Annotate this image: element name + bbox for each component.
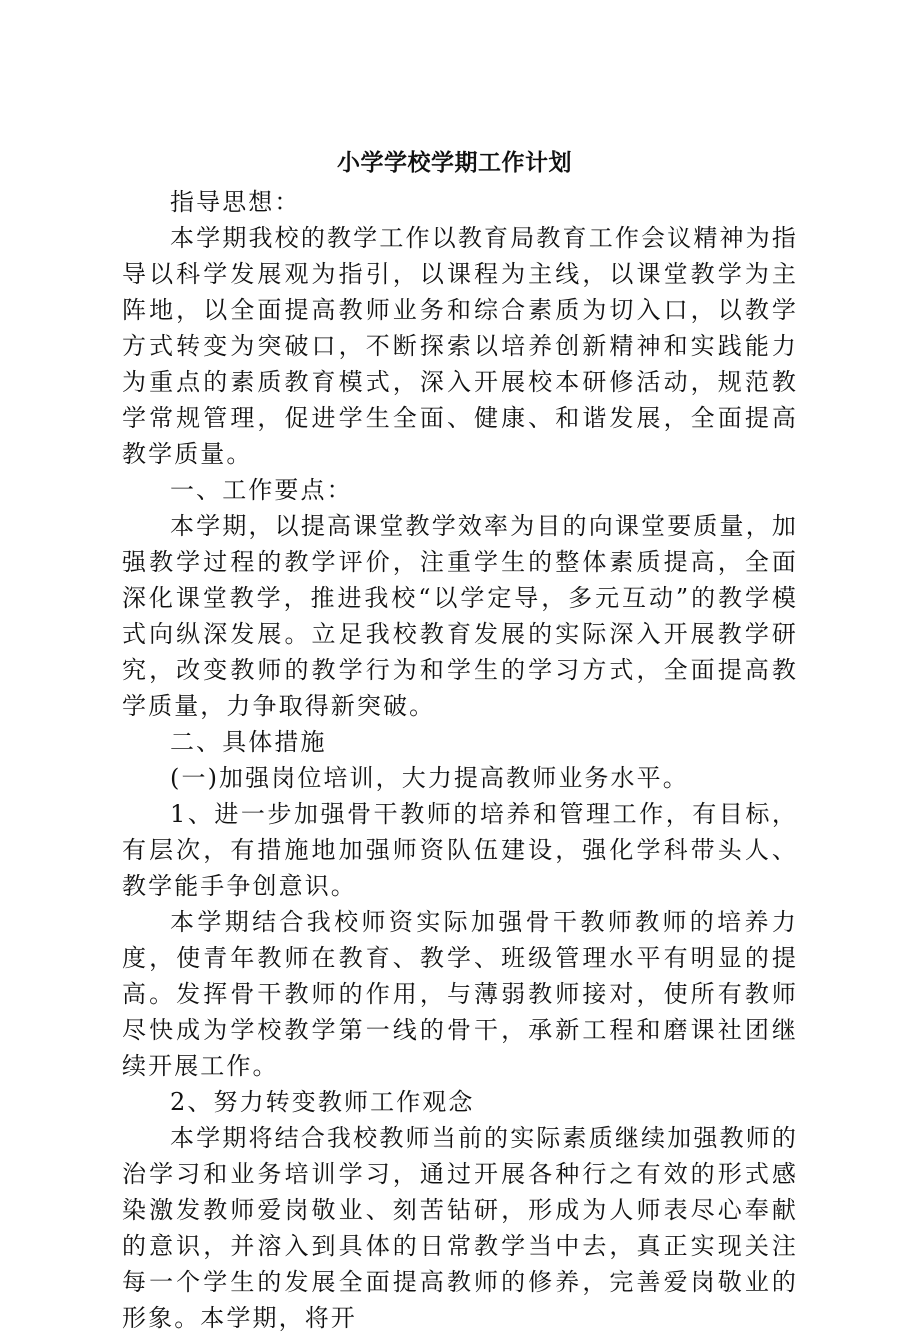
- paragraph-work-concept: 本学期将结合我校教师当前的实际素质继续加强教师的治学习和业务培训学习，通过开展各种行之有效的形式感染激发教师爱岗敬业、刻苦钻研，形成为人师表尽心奉献的意识，并溶入到具体的日常教学当中去，真正实现关注每一个学生的发展全面提高教师的修养，完善爱岗敬业的形象。本学期，将开: [122, 1124, 798, 1332]
- section-heading-guiding-thought: 指导思想：: [170, 188, 301, 216]
- section-heading-measures: 二、具体措施: [170, 728, 327, 756]
- section-heading-work-points: 一、工作要点：: [170, 476, 353, 504]
- subsection-heading-training: (一)加强岗位培训，大力提高教师业务水平。: [170, 764, 689, 792]
- document-title: 小学学校学期工作计划: [337, 149, 572, 176]
- document-body: [122, 184, 798, 1336]
- paragraph-work-points: 本学期，以提高课堂教学效率为目的向课堂要质量，加强教学过程的教学评价，注重学生的整体素质提高，全面深化课堂教学，推进我校“以学定导，多元互动”的教学模式向纵深发展。立足我校教育发展的实际深入开展教学研究，改变教师的教学行为和学生的学习方式，全面提高教学质量，力争取得新突破。: [122, 512, 798, 720]
- list-item-work-concept: 2、努力转变教师工作观念: [170, 1088, 475, 1116]
- list-item-backbone-teachers: 1、进一步加强骨干教师的培养和管理工作，有目标，有层次，有措施地加强师资队伍建设，强化学科带头人、教学能手争创意识。: [122, 800, 798, 900]
- paragraph-backbone-teachers: 本学期结合我校师资实际加强骨干教师教师的培养力度，使青年教师在教育、教学、班级管理水平有明显的提高。发挥骨干教师的作用，与薄弱教师接对，使所有教师尽快成为学校教学第一线的骨干，承新工程和磨课社团继续开展工作。: [122, 908, 798, 1080]
- paragraph-guiding-thought: 本学期我校的教学工作以教育局教育工作会议精神为指导以科学发展观为指引，以课程为主线，以课堂教学为主阵地，以全面提高教师业务和综合素质为切入口，以教学方式转变为突破口，不断探索以培养创新精神和实践能力为重点的素质教育模式，深入开展校本研修活动，规范教学常规管理，促进学生全面、健康、和谐发展，全面提高教学质量。: [122, 224, 798, 468]
